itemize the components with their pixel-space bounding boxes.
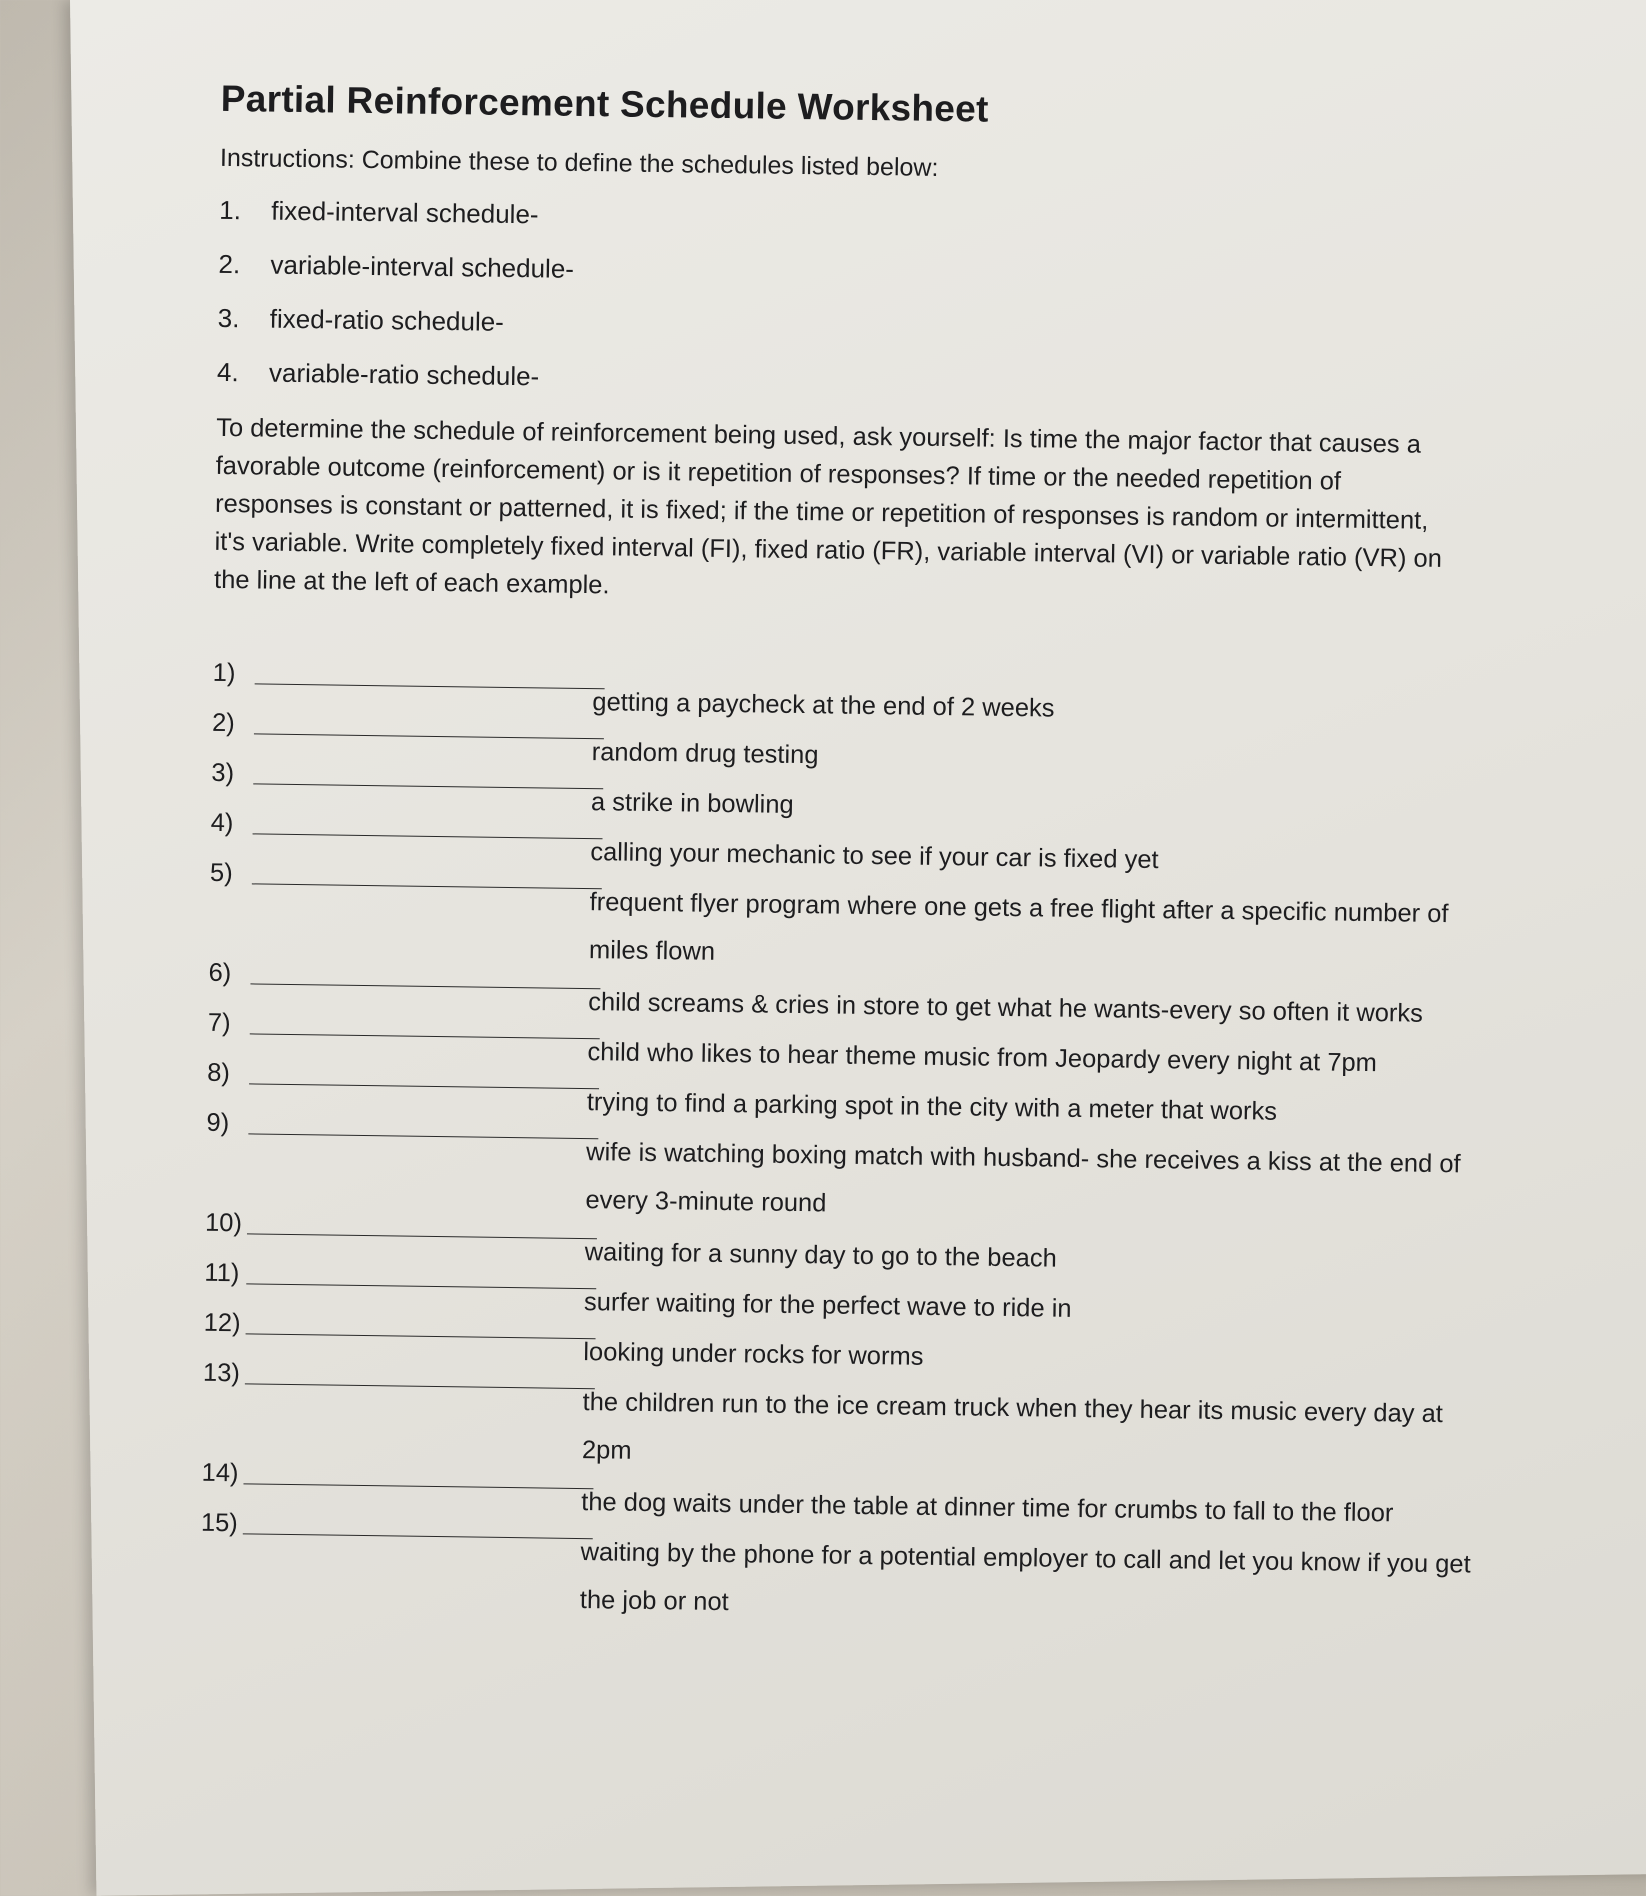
- answer-line[interactable]: [250, 1033, 600, 1039]
- question-number: 14): [201, 1458, 239, 1488]
- question-number: 12): [203, 1308, 241, 1338]
- question-number: 4): [210, 808, 234, 838]
- question-text: calling your mechanic to see if your car is fixed yet: [590, 838, 1159, 875]
- answer-line[interactable]: [243, 1483, 593, 1489]
- definition-number: 3.: [217, 302, 240, 334]
- question-number: 9): [206, 1108, 230, 1138]
- question-text: the dog waits under the table at dinner time for crumbs to fall to the floor: [581, 1488, 1394, 1528]
- question-number: 1): [212, 658, 236, 688]
- question-number: 11): [204, 1258, 240, 1288]
- question-number: 7): [207, 1008, 231, 1038]
- definition-number: 4.: [216, 356, 239, 388]
- question-text: random drug testing: [591, 738, 819, 770]
- answer-line[interactable]: [246, 1333, 596, 1339]
- answer-line[interactable]: [249, 1083, 599, 1089]
- question-text: trying to find a parking spot in the city with a meter that works: [586, 1088, 1278, 1126]
- answer-line[interactable]: [254, 733, 604, 739]
- answer-line[interactable]: [250, 983, 600, 989]
- question-text: getting a paycheck at the end of 2 weeks: [592, 688, 1055, 723]
- question-number: 13): [202, 1358, 241, 1388]
- question-item: [202, 1359, 1583, 1478]
- question-number: 5): [209, 858, 233, 888]
- questions-list: [200, 659, 1593, 1628]
- answer-line[interactable]: [248, 1133, 598, 1139]
- page-title: Partial Reinforcement Schedule Worksheet: [220, 77, 990, 130]
- question-number: 2): [211, 708, 235, 738]
- question-text: a strike in bowling: [590, 788, 794, 819]
- question-number: 8): [207, 1058, 231, 1088]
- question-item: [205, 1109, 1586, 1228]
- definition-number: 2.: [218, 248, 241, 280]
- answer-line[interactable]: [247, 1233, 597, 1239]
- question-text: the children run to the ice cream truck when they hear its music every day at 2pm: [581, 1388, 1444, 1465]
- answer-line[interactable]: [246, 1283, 596, 1289]
- question-text: surfer waiting for the perfect wave to ride in: [583, 1288, 1072, 1323]
- question-number: 6): [208, 958, 232, 988]
- directions-paragraph: To determine the schedule of reinforcement being used, ask yourself: Is time the major factor that causes a favorable outcome (reinforcement) or is it repetition of responses? If time or the needed repetition of responses is constant or patterned, it is fixed; if the time or repetition of responses is random or intermittent, it's variable. Write completely fixed interval (FI), fixed ratio (FR), variable interval (VI) or variable ratio (VR) on the line at the left of each example.: [213, 413, 1443, 600]
- question-number: 3): [211, 758, 235, 788]
- definition-label: fixed-interval schedule-: [271, 195, 539, 230]
- definition-number: 1.: [219, 194, 242, 226]
- question-text: waiting by the phone for a potential employer to call and let you know if you get the job or not: [579, 1538, 1471, 1617]
- question-number: 15): [200, 1508, 238, 1538]
- question-number: 10): [204, 1208, 243, 1238]
- definitions-list: [217, 183, 1600, 418]
- worksheet-paper: [70, 0, 1646, 1896]
- answer-line[interactable]: [253, 833, 603, 839]
- question-text: waiting for a sunny day to go to the beach: [584, 1238, 1057, 1273]
- answer-line[interactable]: [255, 683, 605, 689]
- definition-label: fixed-ratio schedule-: [269, 303, 505, 337]
- question-item: [200, 1509, 1581, 1628]
- question-text: wife is watching boxing match with husband- she receives a kiss at the end of every 3-minute round: [585, 1138, 1461, 1218]
- answer-line[interactable]: [253, 783, 603, 789]
- answer-line[interactable]: [243, 1533, 593, 1539]
- definition-label: variable-interval schedule-: [270, 249, 575, 284]
- question-text: looking under rocks for worms: [583, 1338, 924, 1371]
- question-text: child screams & cries in store to get what he wants-every so often it works: [588, 988, 1424, 1028]
- worksheet-content: [200, 78, 1601, 1628]
- question-text: child who likes to hear theme music from Jeopardy every night at 7pm: [587, 1038, 1378, 1078]
- definition-label: variable-ratio schedule-: [268, 357, 540, 392]
- answer-line[interactable]: [245, 1383, 595, 1389]
- instructions-text: Instructions: Combine these to define the schedules listed below:: [219, 143, 939, 182]
- answer-line[interactable]: [252, 883, 602, 889]
- question-text: frequent flyer program where one gets a free flight after a specific number of miles flown: [588, 888, 1449, 966]
- question-item: [209, 859, 1590, 978]
